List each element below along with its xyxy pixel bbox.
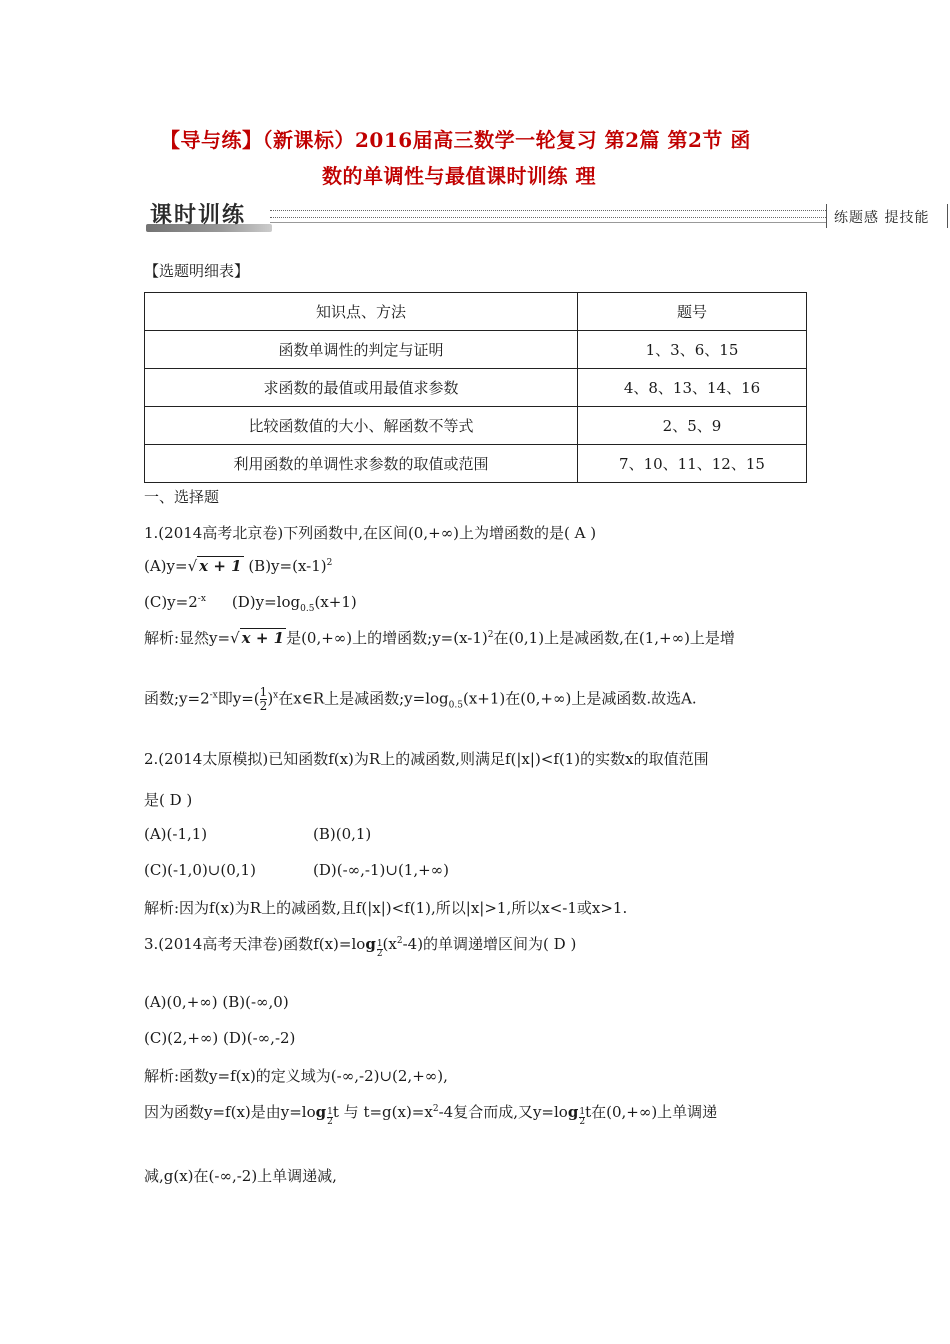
solution-subscript: 0.5 — [448, 700, 463, 711]
topic-table — [144, 292, 807, 483]
base-denominator: 2 — [327, 1117, 333, 1127]
sqrt-icon: √ — [187, 557, 198, 575]
table-header-cell: 知识点、方法 — [145, 293, 578, 331]
question-2-option-c: (C)(-1,0)∪(0,1) — [144, 861, 256, 879]
table-row — [145, 331, 807, 369]
question-1-options-ab — [144, 557, 332, 575]
solution-exponent: 2 — [487, 630, 494, 640]
base-numerator: 1 — [579, 1107, 586, 1117]
table-cell: 7、10、11、12、15 — [578, 445, 807, 483]
option-c-exponent: -x — [197, 594, 206, 604]
question-2-option-a: (A)(-1,1) — [144, 825, 208, 843]
question-1-solution-line2 — [144, 686, 697, 713]
option-d-tail: (x+1) — [314, 593, 357, 611]
question-2-stem-line1: 2.(2014太原模拟)已知函数f(x)为R上的减函数,则满足f(|x|)<f(1)的实数x的取值范围 — [144, 750, 709, 768]
table-cell: 4、8、13、14、16 — [578, 369, 807, 407]
log-base-one-half — [365, 935, 383, 961]
log-g: g — [567, 1103, 579, 1121]
sqrt-radicand: x + 1 — [199, 557, 242, 575]
section-title: 一、选择题 — [144, 488, 220, 506]
question-2-option-b: (B)(0,1) — [313, 825, 372, 843]
option-a-prefix: (A)y= — [144, 557, 188, 575]
question-3-options-cd: (C)(2,+∞) (D)(-∞,-2) — [144, 1029, 296, 1047]
option-c: (C)y=2 — [144, 593, 198, 611]
sqrt-radicand: x + 1 — [241, 629, 285, 647]
question-3-solution-line1: 解析:函数y=f(x)的定义域为(-∞,-2)∪(2,+∞), — [144, 1067, 448, 1085]
log-base-one-half — [315, 1103, 333, 1129]
table-cell: 2、5、9 — [578, 407, 807, 445]
fraction-denominator: 2 — [259, 699, 268, 713]
log-g: g — [315, 1103, 327, 1121]
stem-text: -4)的单调递增区间为( D ) — [402, 935, 577, 953]
question-1-solution-line1 — [144, 627, 735, 648]
document-title-line1: 【导与练】（新课标）2016届高三数学一轮复习 第2篇 第2节 函 — [160, 128, 751, 152]
question-1-options-cd — [144, 593, 357, 614]
question-3-solution-line3: 减,g(x)在(-∞,-2)上单调递减, — [144, 1167, 337, 1185]
table-heading: 【选题明细表】 — [144, 262, 250, 280]
rule-line — [270, 222, 826, 223]
base-denominator: 2 — [579, 1117, 586, 1127]
question-3-stem — [144, 933, 576, 961]
log-base-one-half — [567, 1103, 586, 1129]
table-row — [145, 369, 807, 407]
base-denominator: 2 — [376, 949, 383, 959]
solution-text: t在(0,+∞)上单调递 — [585, 1103, 718, 1121]
table-cell: 求函数的最值或用最值求参数 — [145, 369, 578, 407]
table-row — [145, 445, 807, 483]
base-numerator: 1 — [327, 1107, 333, 1117]
solution-exponent: -x — [209, 690, 218, 701]
table-header-cell: 题号 — [578, 293, 807, 331]
solution-text: t 与 t=g(x)=x — [332, 1103, 433, 1121]
option-d: (D)y=log — [231, 593, 301, 611]
table-cell: 比较函数值的大小、解函数不等式 — [145, 407, 578, 445]
sqrt-icon: √ — [230, 629, 240, 647]
option-d-subscript: 0.5 — [300, 604, 315, 614]
solution-text: ) — [267, 689, 274, 708]
solution-text: 在x∈R上是减函数;y=log — [278, 689, 449, 708]
question-3-solution-line2 — [144, 1101, 717, 1129]
sqrt-expression — [230, 629, 286, 647]
solution-text: 在(0,1)上是减函数,在(1,+∞)上是增 — [493, 629, 735, 647]
solution-text: 即y=( — [217, 689, 260, 708]
base-numerator: 1 — [376, 939, 383, 949]
solution-prefix: 解析:显然y= — [144, 629, 231, 647]
dotted-rule — [270, 210, 826, 218]
solution-text: 因为函数y=f(x)是由y=lo — [144, 1103, 316, 1121]
solution-text: 是(0,+∞)上的增函数;y=(x-1) — [286, 629, 488, 647]
log-g: g — [365, 935, 376, 953]
table-cell: 1、3、6、15 — [578, 331, 807, 369]
solution-text: (x+1)在(0,+∞)上是减函数.故选A. — [462, 689, 697, 708]
stem-exponent: 2 — [396, 936, 403, 946]
solution-exponent: 2 — [432, 1104, 439, 1114]
table-header-row — [145, 293, 807, 331]
question-2-stem-line2: 是( D ) — [144, 791, 193, 809]
section-banner — [146, 196, 946, 236]
table-cell: 函数单调性的判定与证明 — [145, 331, 578, 369]
solution-exponent: x — [273, 690, 279, 701]
banner-tagline: 练题感 提技能 — [834, 210, 930, 226]
solution-text: -4复合而成,又y=lo — [438, 1103, 568, 1121]
question-2-option-d: (D)(-∞,-1)∪(1,+∞) — [313, 861, 450, 879]
option-b-exponent: 2 — [326, 558, 333, 568]
table-row — [145, 407, 807, 445]
question-1-stem: 1.(2014高考北京卷)下列函数中,在区间(0,+∞)上为增函数的是( A ) — [144, 524, 597, 542]
sqrt-expression — [188, 557, 244, 575]
option-b: (B)y=(x-1) — [243, 557, 327, 575]
stem-text: 3.(2014高考天津卷)函数f(x)=lo — [144, 935, 366, 953]
document-title-line2: 数的单调性与最值课时训练 理 — [322, 164, 596, 188]
stem-text: (x — [382, 935, 397, 953]
banner-label: 课时训练 — [150, 203, 247, 228]
question-3-options-ab: (A)(0,+∞) (B)(-∞,0) — [144, 993, 289, 1011]
fraction-numerator: 1 — [259, 685, 268, 699]
solution-text: 函数;y=2 — [144, 689, 210, 708]
table-cell: 利用函数的单调性求参数的取值或范围 — [145, 445, 578, 483]
question-2-solution: 解析:因为f(x)为R上的减函数,且f(|x|)<f(1),所以|x|>1,所以x<-1或x>1. — [144, 899, 628, 917]
